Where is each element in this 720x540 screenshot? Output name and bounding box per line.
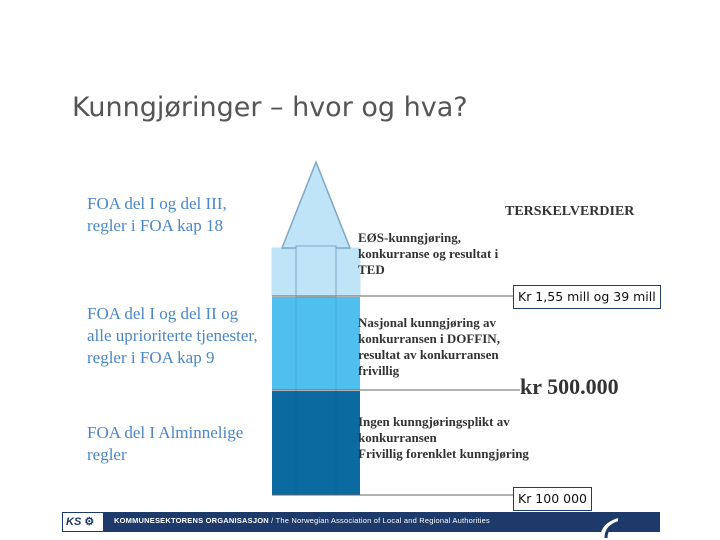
description-middle: Nasjonal kunngjøring av konkurransen i DOFFIN, resultat av konkurransen frivillig xyxy=(358,315,500,378)
threshold-high-label: Kr 1,55 mill og 39 mill xyxy=(513,285,661,309)
description-bottom: Ingen kunngjøringsplikt av konkurransen Frivillig forenklet kunngjøring xyxy=(358,414,529,461)
arrow-middle-section xyxy=(272,297,360,390)
threshold-heading: TERSKELVERDIER xyxy=(505,204,635,219)
ks-logo: KS ⚙ xyxy=(62,512,104,532)
footer-organization: KOMMUNESEKTORENS ORGANISASJON / The Norwegian Association of Local and Regional Authorities xyxy=(114,516,490,525)
left-label-middle: FOA del I og del II og alle uprioriterte tjenester, regler i FOA kap 9 xyxy=(87,304,258,367)
arrow-bottom-section xyxy=(272,391,360,495)
arrow-shaft-top xyxy=(296,246,336,296)
threshold-low-label: Kr 100 000 xyxy=(513,487,592,511)
page-title: Kunngjøringer – hvor og hva? xyxy=(72,92,468,123)
arrow-head xyxy=(282,162,350,248)
left-label-bottom: FOA del I Alminnelige regler xyxy=(87,423,244,464)
swoosh-logo-icon xyxy=(596,512,626,540)
footer-bar xyxy=(62,512,660,532)
threshold-mid-label: kr 500.000 xyxy=(520,374,619,399)
description-top: EØS-kunngjøring, konkurranse og resultat i TED xyxy=(358,230,499,277)
left-label-top: FOA del I og del III, regler i FOA kap 18 xyxy=(87,194,227,235)
gear-icon: ⚙ xyxy=(84,516,95,528)
